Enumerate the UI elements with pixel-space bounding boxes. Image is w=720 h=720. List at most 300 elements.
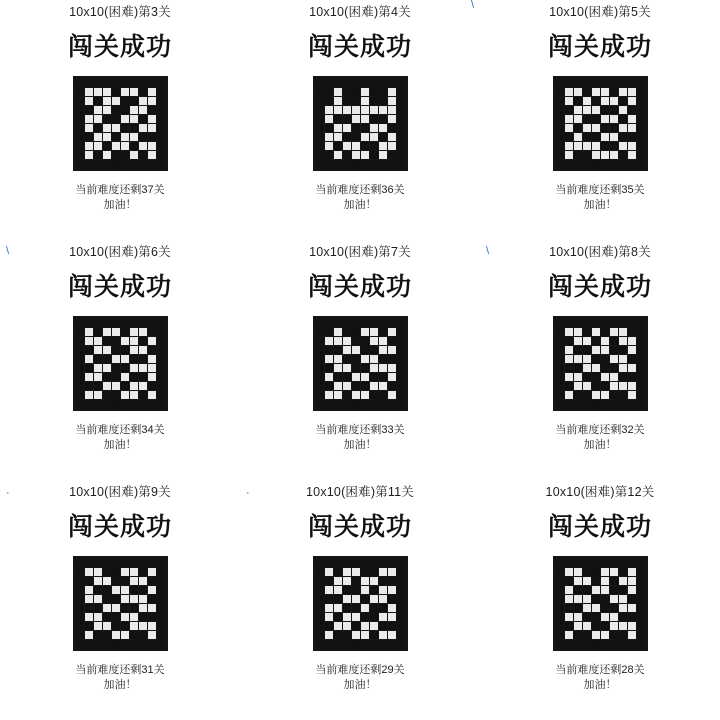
board-cell[interactable]	[565, 115, 573, 123]
board-cell[interactable]	[556, 640, 564, 648]
board-cell[interactable]	[619, 391, 627, 399]
board-cell[interactable]	[343, 328, 351, 336]
board-cell[interactable]	[601, 328, 609, 336]
board-cell[interactable]	[397, 151, 405, 159]
board-cell[interactable]	[157, 97, 165, 105]
board-cell[interactable]	[343, 97, 351, 105]
board-cell[interactable]	[397, 337, 405, 345]
board-cell[interactable]	[334, 88, 342, 96]
board-cell[interactable]	[379, 337, 387, 345]
board-cell[interactable]	[370, 88, 378, 96]
board-cell[interactable]	[343, 319, 351, 327]
board-cell[interactable]	[574, 640, 582, 648]
board-cell[interactable]	[637, 364, 645, 372]
board-cell[interactable]	[103, 586, 111, 594]
board-cell[interactable]	[583, 595, 591, 603]
board-cell[interactable]	[610, 622, 618, 630]
board-cell[interactable]	[637, 559, 645, 567]
board-cell[interactable]	[556, 613, 564, 621]
board-cell[interactable]	[343, 337, 351, 345]
board-cell[interactable]	[592, 337, 600, 345]
board-cell[interactable]	[112, 400, 120, 408]
board-cell[interactable]	[130, 640, 138, 648]
board-cell[interactable]	[370, 640, 378, 648]
board-cell[interactable]	[610, 79, 618, 87]
board-cell[interactable]	[85, 151, 93, 159]
board-cell[interactable]	[628, 604, 636, 612]
board-cell[interactable]	[601, 97, 609, 105]
board-cell[interactable]	[112, 115, 120, 123]
board-cell[interactable]	[130, 364, 138, 372]
board-cell[interactable]	[112, 106, 120, 114]
board-cell[interactable]	[574, 631, 582, 639]
board-cell[interactable]	[592, 400, 600, 408]
board-cell[interactable]	[601, 160, 609, 168]
board-cell[interactable]	[379, 640, 387, 648]
board-cell[interactable]	[121, 337, 129, 345]
board-cell[interactable]	[334, 382, 342, 390]
board-cell[interactable]	[583, 559, 591, 567]
board-cell[interactable]	[103, 133, 111, 141]
board-cell[interactable]	[334, 160, 342, 168]
board-cell[interactable]	[343, 631, 351, 639]
board-cell[interactable]	[316, 115, 324, 123]
board-cell[interactable]	[388, 319, 396, 327]
board-cell[interactable]	[388, 400, 396, 408]
board-cell[interactable]	[397, 595, 405, 603]
board-cell[interactable]	[94, 373, 102, 381]
puzzle-board[interactable]	[73, 76, 168, 171]
board-cell[interactable]	[343, 355, 351, 363]
board-cell[interactable]	[325, 142, 333, 150]
board-cell[interactable]	[76, 142, 84, 150]
board-cell[interactable]	[94, 106, 102, 114]
board-cell[interactable]	[361, 595, 369, 603]
board-cell[interactable]	[556, 106, 564, 114]
board-cell[interactable]	[148, 88, 156, 96]
board-cell[interactable]	[316, 613, 324, 621]
board-cell[interactable]	[610, 400, 618, 408]
board-cell[interactable]	[370, 160, 378, 168]
board-cell[interactable]	[397, 106, 405, 114]
board-cell[interactable]	[583, 319, 591, 327]
board-cell[interactable]	[574, 364, 582, 372]
board-cell[interactable]	[628, 142, 636, 150]
board-cell[interactable]	[352, 88, 360, 96]
board-cell[interactable]	[112, 97, 120, 105]
board-cell[interactable]	[619, 106, 627, 114]
board-cell[interactable]	[637, 319, 645, 327]
board-cell[interactable]	[574, 115, 582, 123]
board-cell[interactable]	[316, 79, 324, 87]
board-cell[interactable]	[316, 106, 324, 114]
board-cell[interactable]	[601, 106, 609, 114]
board-cell[interactable]	[121, 382, 129, 390]
board-cell[interactable]	[76, 631, 84, 639]
board-cell[interactable]	[556, 133, 564, 141]
board-cell[interactable]	[85, 604, 93, 612]
board-cell[interactable]	[325, 622, 333, 630]
board-cell[interactable]	[628, 559, 636, 567]
board-cell[interactable]	[583, 97, 591, 105]
board-cell[interactable]	[610, 631, 618, 639]
board-cell[interactable]	[148, 133, 156, 141]
board-cell[interactable]	[85, 142, 93, 150]
board-cell[interactable]	[148, 595, 156, 603]
board-cell[interactable]	[628, 631, 636, 639]
board-cell[interactable]	[583, 142, 591, 150]
board-cell[interactable]	[379, 604, 387, 612]
board-cell[interactable]	[112, 559, 120, 567]
board-cell[interactable]	[352, 364, 360, 372]
board-cell[interactable]	[556, 346, 564, 354]
board-cell[interactable]	[583, 79, 591, 87]
board-cell[interactable]	[130, 595, 138, 603]
board-cell[interactable]	[139, 115, 147, 123]
board-cell[interactable]	[103, 97, 111, 105]
board-cell[interactable]	[343, 373, 351, 381]
board-cell[interactable]	[637, 373, 645, 381]
board-cell[interactable]	[637, 106, 645, 114]
board-cell[interactable]	[157, 382, 165, 390]
board-cell[interactable]	[601, 355, 609, 363]
board-cell[interactable]	[388, 559, 396, 567]
board-cell[interactable]	[361, 391, 369, 399]
board-cell[interactable]	[388, 97, 396, 105]
board-cell[interactable]	[352, 106, 360, 114]
board-cell[interactable]	[325, 328, 333, 336]
board-cell[interactable]	[556, 79, 564, 87]
board-cell[interactable]	[574, 79, 582, 87]
board-cell[interactable]	[397, 133, 405, 141]
board-cell[interactable]	[130, 160, 138, 168]
board-cell[interactable]	[139, 346, 147, 354]
board-cell[interactable]	[121, 400, 129, 408]
board-cell[interactable]	[556, 400, 564, 408]
board-cell[interactable]	[388, 355, 396, 363]
board-cell[interactable]	[628, 391, 636, 399]
board-cell[interactable]	[565, 364, 573, 372]
board-cell[interactable]	[388, 88, 396, 96]
board-cell[interactable]	[157, 88, 165, 96]
board-cell[interactable]	[130, 604, 138, 612]
board-cell[interactable]	[94, 133, 102, 141]
board-cell[interactable]	[76, 622, 84, 630]
board-cell[interactable]	[334, 391, 342, 399]
board-cell[interactable]	[139, 337, 147, 345]
board-cell[interactable]	[361, 559, 369, 567]
board-cell[interactable]	[352, 559, 360, 567]
board-cell[interactable]	[334, 400, 342, 408]
board-cell[interactable]	[637, 382, 645, 390]
level-result-card[interactable]	[240, 240, 480, 480]
board-cell[interactable]	[148, 391, 156, 399]
board-cell[interactable]	[148, 631, 156, 639]
board-cell[interactable]	[379, 595, 387, 603]
board-cell[interactable]	[76, 88, 84, 96]
board-cell[interactable]	[592, 106, 600, 114]
board-cell[interactable]	[583, 106, 591, 114]
board-cell[interactable]	[334, 319, 342, 327]
board-cell[interactable]	[556, 391, 564, 399]
board-cell[interactable]	[592, 319, 600, 327]
board-cell[interactable]	[619, 160, 627, 168]
board-cell[interactable]	[352, 337, 360, 345]
board-cell[interactable]	[76, 151, 84, 159]
board-cell[interactable]	[637, 391, 645, 399]
board-cell[interactable]	[112, 364, 120, 372]
board-cell[interactable]	[157, 151, 165, 159]
board-cell[interactable]	[334, 373, 342, 381]
board-cell[interactable]	[619, 328, 627, 336]
board-cell[interactable]	[370, 97, 378, 105]
board-cell[interactable]	[343, 79, 351, 87]
board-cell[interactable]	[76, 133, 84, 141]
board-cell[interactable]	[379, 97, 387, 105]
board-cell[interactable]	[388, 577, 396, 585]
board-cell[interactable]	[370, 79, 378, 87]
board-cell[interactable]	[637, 400, 645, 408]
board-cell[interactable]	[556, 559, 564, 567]
board-cell[interactable]	[112, 622, 120, 630]
board-cell[interactable]	[397, 568, 405, 576]
board-cell[interactable]	[574, 346, 582, 354]
board-cell[interactable]	[379, 631, 387, 639]
board-cell[interactable]	[361, 328, 369, 336]
board-cell[interactable]	[325, 346, 333, 354]
board-cell[interactable]	[76, 640, 84, 648]
board-cell[interactable]	[85, 319, 93, 327]
board-cell[interactable]	[556, 373, 564, 381]
board-cell[interactable]	[574, 613, 582, 621]
board-cell[interactable]	[610, 586, 618, 594]
board-cell[interactable]	[103, 631, 111, 639]
board-cell[interactable]	[352, 382, 360, 390]
board-cell[interactable]	[388, 142, 396, 150]
board-cell[interactable]	[94, 604, 102, 612]
board-cell[interactable]	[565, 142, 573, 150]
board-cell[interactable]	[343, 622, 351, 630]
board-cell[interactable]	[583, 115, 591, 123]
board-cell[interactable]	[565, 106, 573, 114]
board-cell[interactable]	[343, 604, 351, 612]
board-cell[interactable]	[565, 568, 573, 576]
board-cell[interactable]	[601, 151, 609, 159]
board-cell[interactable]	[130, 106, 138, 114]
board-cell[interactable]	[85, 568, 93, 576]
board-cell[interactable]	[316, 319, 324, 327]
board-cell[interactable]	[94, 640, 102, 648]
board-cell[interactable]	[112, 595, 120, 603]
board-cell[interactable]	[316, 391, 324, 399]
board-cell[interactable]	[619, 364, 627, 372]
board-cell[interactable]	[361, 151, 369, 159]
board-cell[interactable]	[112, 568, 120, 576]
board-cell[interactable]	[601, 373, 609, 381]
board-cell[interactable]	[565, 151, 573, 159]
board-cell[interactable]	[157, 160, 165, 168]
board-cell[interactable]	[76, 115, 84, 123]
board-cell[interactable]	[574, 88, 582, 96]
board-cell[interactable]	[397, 559, 405, 567]
board-cell[interactable]	[334, 631, 342, 639]
board-cell[interactable]	[130, 319, 138, 327]
board-cell[interactable]	[637, 595, 645, 603]
board-cell[interactable]	[619, 577, 627, 585]
board-cell[interactable]	[157, 631, 165, 639]
board-cell[interactable]	[139, 355, 147, 363]
board-cell[interactable]	[139, 124, 147, 132]
board-cell[interactable]	[637, 346, 645, 354]
board-cell[interactable]	[316, 355, 324, 363]
board-cell[interactable]	[556, 622, 564, 630]
board-cell[interactable]	[628, 400, 636, 408]
board-cell[interactable]	[388, 568, 396, 576]
board-cell[interactable]	[574, 559, 582, 567]
board-cell[interactable]	[628, 622, 636, 630]
board-cell[interactable]	[352, 133, 360, 141]
board-cell[interactable]	[112, 151, 120, 159]
board-cell[interactable]	[601, 577, 609, 585]
board-cell[interactable]	[94, 328, 102, 336]
board-cell[interactable]	[397, 400, 405, 408]
board-cell[interactable]	[388, 640, 396, 648]
board-cell[interactable]	[103, 391, 111, 399]
board-cell[interactable]	[628, 337, 636, 345]
board-cell[interactable]	[556, 364, 564, 372]
board-cell[interactable]	[343, 559, 351, 567]
board-cell[interactable]	[148, 364, 156, 372]
board-cell[interactable]	[565, 631, 573, 639]
board-cell[interactable]	[112, 160, 120, 168]
board-cell[interactable]	[565, 586, 573, 594]
board-cell[interactable]	[379, 391, 387, 399]
board-cell[interactable]	[157, 559, 165, 567]
board-cell[interactable]	[388, 328, 396, 336]
board-cell[interactable]	[130, 142, 138, 150]
board-cell[interactable]	[334, 613, 342, 621]
level-result-card[interactable]	[0, 0, 240, 240]
board-cell[interactable]	[148, 604, 156, 612]
board-cell[interactable]	[334, 622, 342, 630]
board-cell[interactable]	[139, 622, 147, 630]
board-cell[interactable]	[157, 391, 165, 399]
board-cell[interactable]	[121, 604, 129, 612]
board-cell[interactable]	[76, 568, 84, 576]
board-cell[interactable]	[637, 142, 645, 150]
board-cell[interactable]	[592, 640, 600, 648]
board-cell[interactable]	[619, 604, 627, 612]
board-cell[interactable]	[388, 337, 396, 345]
board-cell[interactable]	[388, 631, 396, 639]
board-cell[interactable]	[592, 373, 600, 381]
board-cell[interactable]	[76, 337, 84, 345]
board-cell[interactable]	[121, 124, 129, 132]
board-cell[interactable]	[334, 346, 342, 354]
board-cell[interactable]	[379, 586, 387, 594]
board-cell[interactable]	[592, 604, 600, 612]
board-cell[interactable]	[565, 133, 573, 141]
board-cell[interactable]	[85, 391, 93, 399]
board-cell[interactable]	[112, 328, 120, 336]
board-cell[interactable]	[388, 124, 396, 132]
board-cell[interactable]	[565, 124, 573, 132]
board-cell[interactable]	[574, 382, 582, 390]
board-cell[interactable]	[388, 346, 396, 354]
board-cell[interactable]	[352, 346, 360, 354]
board-cell[interactable]	[112, 631, 120, 639]
board-cell[interactable]	[574, 151, 582, 159]
board-cell[interactable]	[130, 151, 138, 159]
board-cell[interactable]	[619, 133, 627, 141]
board-cell[interactable]	[370, 631, 378, 639]
board-cell[interactable]	[574, 124, 582, 132]
board-cell[interactable]	[94, 151, 102, 159]
board-cell[interactable]	[157, 373, 165, 381]
board-cell[interactable]	[601, 640, 609, 648]
board-cell[interactable]	[121, 142, 129, 150]
board-cell[interactable]	[148, 106, 156, 114]
board-cell[interactable]	[112, 142, 120, 150]
board-cell[interactable]	[361, 97, 369, 105]
board-cell[interactable]	[379, 364, 387, 372]
board-cell[interactable]	[610, 319, 618, 327]
board-cell[interactable]	[637, 337, 645, 345]
board-cell[interactable]	[370, 568, 378, 576]
board-cell[interactable]	[388, 133, 396, 141]
board-cell[interactable]	[130, 337, 138, 345]
board-cell[interactable]	[370, 400, 378, 408]
board-cell[interactable]	[601, 559, 609, 567]
board-cell[interactable]	[121, 622, 129, 630]
board-cell[interactable]	[565, 577, 573, 585]
board-cell[interactable]	[397, 115, 405, 123]
board-cell[interactable]	[592, 568, 600, 576]
board-cell[interactable]	[601, 595, 609, 603]
board-cell[interactable]	[139, 160, 147, 168]
board-cell[interactable]	[139, 88, 147, 96]
board-cell[interactable]	[343, 577, 351, 585]
board-cell[interactable]	[343, 382, 351, 390]
board-cell[interactable]	[370, 151, 378, 159]
board-cell[interactable]	[574, 622, 582, 630]
board-cell[interactable]	[556, 88, 564, 96]
board-cell[interactable]	[85, 382, 93, 390]
board-cell[interactable]	[121, 115, 129, 123]
board-cell[interactable]	[325, 577, 333, 585]
board-cell[interactable]	[343, 595, 351, 603]
board-cell[interactable]	[397, 160, 405, 168]
board-cell[interactable]	[628, 613, 636, 621]
board-cell[interactable]	[361, 160, 369, 168]
board-cell[interactable]	[379, 328, 387, 336]
board-cell[interactable]	[628, 355, 636, 363]
puzzle-board[interactable]	[553, 556, 648, 651]
board-cell[interactable]	[601, 319, 609, 327]
board-cell[interactable]	[601, 133, 609, 141]
board-cell[interactable]	[85, 88, 93, 96]
board-cell[interactable]	[619, 559, 627, 567]
board-cell[interactable]	[361, 133, 369, 141]
board-cell[interactable]	[397, 631, 405, 639]
board-cell[interactable]	[352, 400, 360, 408]
board-cell[interactable]	[85, 115, 93, 123]
level-result-card[interactable]	[240, 0, 480, 240]
board-cell[interactable]	[397, 124, 405, 132]
board-cell[interactable]	[370, 613, 378, 621]
board-cell[interactable]	[139, 142, 147, 150]
board-cell[interactable]	[316, 631, 324, 639]
